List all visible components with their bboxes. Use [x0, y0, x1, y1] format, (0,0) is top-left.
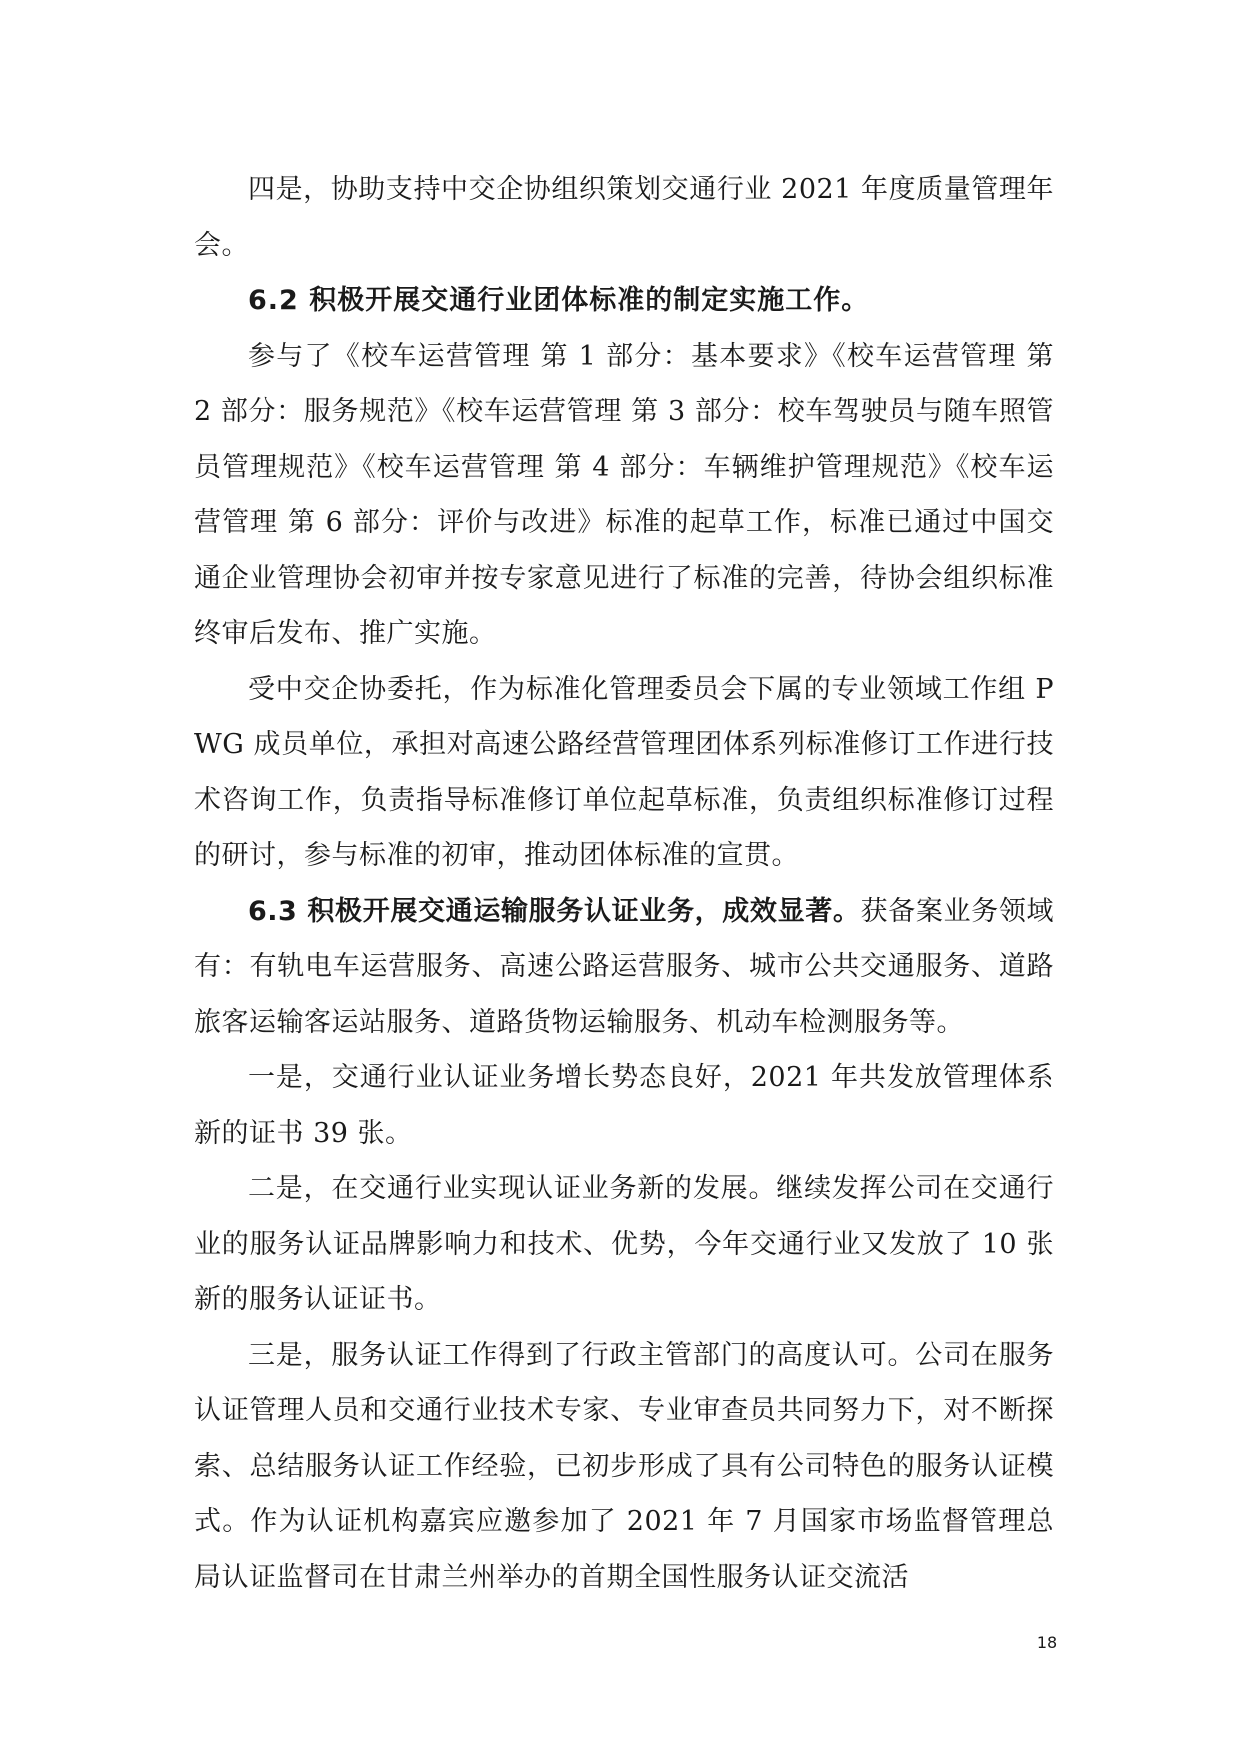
paragraph-school-bus-standards: 参与了《校车运营管理 第 1 部分：基本要求》《校车运营管理 第 2 部分：服务规范》《校车运营管理 第 3 部分：校车驾驶员与随车照管员管理规范》《校车运营管理 第 4 部分：车辆维护管理规范》《校车运营管理 第 6 部分：评价与改进》标准的起草工作，标准已通过中国交通企业管理协会初审并按专家意见进行了标准的完善，待协会组织标准终审后发布、推广实施。: [194, 340, 1054, 649]
paragraph-item-3: 三是，服务认证工作得到了行政主管部门的高度认可。公司在服务认证管理人员和交通行业技术专家、专业审查员共同努力下，对不断探索、总结服务认证工作经验，已初步形成了具有公司特色的服务认证模式。作为认证机构嘉宾应邀参加了 2021 年 7 月国家市场监督管理总局认证监督司在甘肃兰州举办的首期全国性服务认证交流活: [194, 1339, 1054, 1593]
paragraph-pwg-member: 受中交企协委托，作为标准化管理委员会下属的专业领域工作组 PWG 成员单位，承担对高速公路经营管理团体系列标准修订工作进行技术咨询工作，负责指导标准修订单位起草标准，负责组织标准修订过程的研讨，参与标准的初审，推动团体标准的宣贯。: [194, 673, 1054, 871]
page-body: [194, 162, 1054, 1605]
section-heading-6-3: 6.3 积极开展交通运输服务认证业务，成效显著。: [248, 895, 861, 927]
paragraph-item-4: 四是，协助支持中交企协组织策划交通行业 2021 年度质量管理年会。: [194, 174, 1054, 261]
section-heading-6-2: 6.2 积极开展交通行业团体标准的制定实施工作。: [248, 285, 870, 316]
paragraph-section-6-3: [194, 884, 1054, 1051]
section-6-3-body: 获备案业务领域有：有轨电车运营服务、高速公路运营服务、城市公共交通服务、道路旅客运输客运站服务、道路货物运输服务、机动车检测服务等。: [194, 895, 1054, 1038]
paragraph-item-1: 一是，交通行业认证业务增长势态良好，2021 年共发放管理体系新的证书 39 张。: [194, 1062, 1054, 1149]
page-number: 18: [1036, 1633, 1058, 1652]
paragraph-item-2: 二是，在交通行业实现认证业务新的发展。继续发挥公司在交通行业的服务认证品牌影响力和技术、优势，今年交通行业又发放了 10 张新的服务认证证书。: [194, 1173, 1054, 1315]
